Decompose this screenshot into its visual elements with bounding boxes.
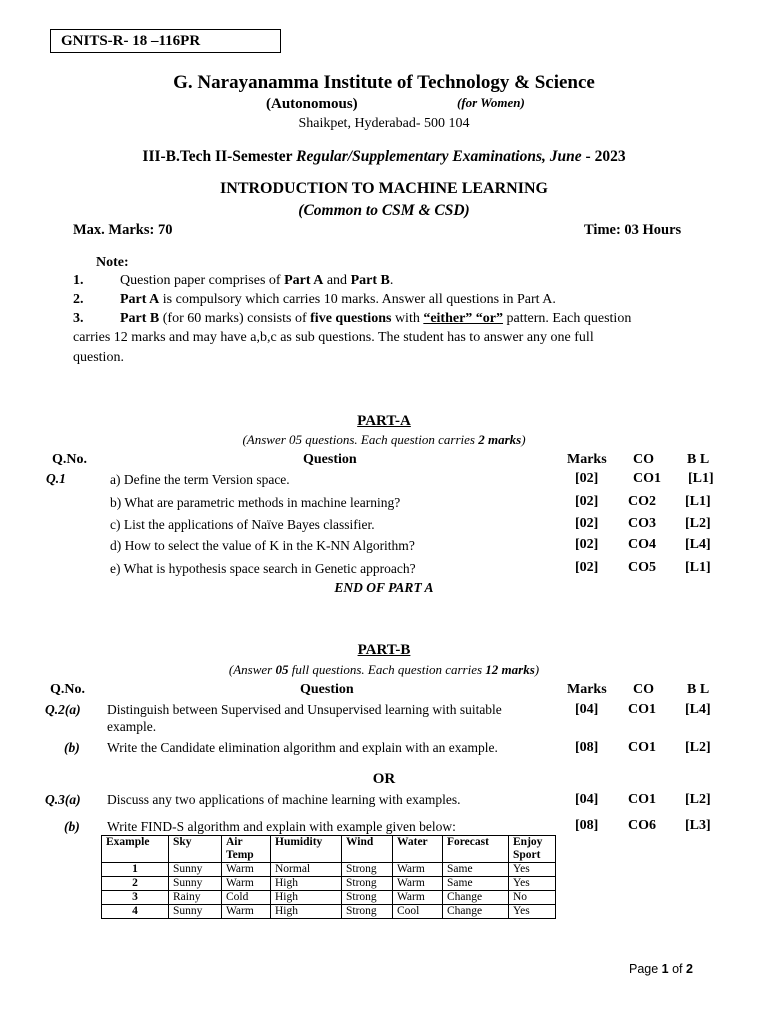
table-cell: Change bbox=[443, 905, 509, 919]
col-question-a: Question bbox=[303, 452, 357, 467]
table-cell: Same bbox=[443, 863, 509, 877]
question-2a-co: CO1 bbox=[628, 702, 656, 717]
for-women-label: (for Women) bbox=[457, 95, 525, 110]
autonomous-label: (Autonomous) bbox=[266, 96, 358, 112]
note-1-c: and bbox=[323, 273, 351, 288]
question-1d-co: CO4 bbox=[628, 537, 656, 552]
col-qno-a: Q.No. bbox=[52, 452, 87, 467]
table-cell: 3 bbox=[102, 891, 169, 905]
table-cell: High bbox=[271, 891, 342, 905]
part-b-sub-a: (Answer bbox=[228, 662, 276, 677]
page-number bbox=[629, 962, 693, 976]
table-cell: Rainy bbox=[169, 891, 222, 905]
question-2b-marks: [08] bbox=[575, 740, 599, 755]
table-cell: High bbox=[271, 877, 342, 891]
table-cell: Warm bbox=[393, 877, 443, 891]
question-2b-co: CO1 bbox=[628, 740, 656, 755]
note-1-number: 1. bbox=[73, 273, 84, 288]
header-forecast bbox=[443, 836, 509, 863]
question-3a-number: Q.3(a) bbox=[45, 792, 81, 807]
question-1e-bl: [L1] bbox=[685, 560, 711, 575]
question-number: Q.1 bbox=[46, 471, 66, 486]
exam-time: Time: 03 Hours bbox=[584, 222, 682, 238]
table-cell: Warm bbox=[393, 863, 443, 877]
note-3-part-b: Part B bbox=[120, 311, 160, 326]
question-2b-bl: [L2] bbox=[685, 740, 711, 755]
question-3b-marks: [08] bbox=[575, 818, 599, 833]
institute-address: Shaikpet, Hyderabad- 500 104 bbox=[298, 116, 470, 131]
question-3a-bl: [L2] bbox=[685, 792, 711, 807]
table-cell: 2 bbox=[102, 877, 169, 891]
header-sky-label: Sky bbox=[173, 836, 192, 848]
table-cell: Cool bbox=[393, 905, 443, 919]
col-bl-b: B L bbox=[687, 682, 710, 697]
note-3-number: 3. bbox=[73, 311, 84, 326]
col-marks-a: Marks bbox=[567, 452, 607, 467]
part-b-sub-c: full questions. Each question carries bbox=[288, 662, 486, 677]
note-2-text bbox=[120, 292, 556, 308]
current-page: 1 bbox=[661, 962, 669, 976]
table-cell: Sunny bbox=[169, 877, 222, 891]
header-wind bbox=[342, 836, 393, 863]
table-cell: Sunny bbox=[169, 905, 222, 919]
question-1d-text: d) How to select the value of K in the K-NN Algorithm? bbox=[110, 538, 415, 553]
part-a-sub-a: (Answer 05 questions. Each question carries bbox=[242, 432, 479, 447]
table-cell: Strong bbox=[342, 877, 393, 891]
table-row bbox=[102, 905, 556, 919]
question-3a-text: Discuss any two applications of machine learning with examples. bbox=[107, 792, 461, 807]
header-water-label: Water bbox=[397, 836, 428, 848]
question-1b-co: CO2 bbox=[628, 494, 656, 509]
table-cell: Strong bbox=[342, 905, 393, 919]
note-1-part-a: Part A bbox=[284, 273, 324, 288]
note-3-d: with bbox=[391, 311, 424, 326]
table-cell: Yes bbox=[509, 863, 556, 877]
question-1e-marks: [02] bbox=[575, 560, 599, 575]
note-3-b: (for 60 marks) consists of bbox=[159, 311, 311, 326]
note-1-part-b: Part B bbox=[350, 273, 390, 288]
col-co-a: CO bbox=[633, 452, 654, 467]
table-cell: Strong bbox=[342, 863, 393, 877]
note-3-f: pattern. Each question bbox=[503, 311, 632, 326]
table-cell: No bbox=[509, 891, 556, 905]
table-cell: Change bbox=[443, 891, 509, 905]
question-2a-marks: [04] bbox=[575, 702, 599, 717]
table-cell: Yes bbox=[509, 905, 556, 919]
exam-title bbox=[0, 148, 768, 166]
table-cell: Same bbox=[443, 877, 509, 891]
note-2-part-a: Part A bbox=[120, 292, 160, 307]
table-cell: Yes bbox=[509, 877, 556, 891]
header-humidity bbox=[271, 836, 342, 863]
note-2-number: 2. bbox=[73, 292, 84, 307]
total-pages: 2 bbox=[686, 962, 693, 976]
question-1c-co: CO3 bbox=[628, 516, 656, 531]
header-example-label: Example bbox=[106, 836, 150, 848]
table-cell: 4 bbox=[102, 905, 169, 919]
header-sky bbox=[169, 836, 222, 863]
header-water bbox=[393, 836, 443, 863]
question-1e-text: e) What is hypothesis space search in Genetic approach? bbox=[110, 561, 416, 576]
col-bl-a: B L bbox=[687, 452, 710, 467]
question-1d-bl: [L4] bbox=[685, 537, 711, 552]
part-b-instructions bbox=[0, 662, 768, 678]
question-2a-number: Q.2(a) bbox=[45, 702, 81, 717]
table-row bbox=[102, 891, 556, 905]
table-cell: 1 bbox=[102, 863, 169, 877]
question-3b-bl: [L3] bbox=[685, 818, 711, 833]
question-2a-bl: [L4] bbox=[685, 702, 711, 717]
question-3b-co: CO6 bbox=[628, 818, 656, 833]
subject-title: INTRODUCTION TO MACHINE LEARNING bbox=[220, 180, 548, 197]
exam-prefix: III-B.Tech II-Semester bbox=[142, 148, 293, 165]
note-3-line-3: question. bbox=[73, 350, 124, 365]
table-row bbox=[102, 863, 556, 877]
part-b-heading: PART-B bbox=[357, 642, 411, 658]
col-co-b: CO bbox=[633, 682, 654, 697]
question-1c-text: c) List the applications of Naïve Bayes classifier. bbox=[110, 517, 375, 532]
question-3b-number: (b) bbox=[64, 819, 80, 834]
paper-code: GNITS-R- 18 –116PR bbox=[50, 29, 281, 53]
question-3a-marks: [04] bbox=[575, 792, 599, 807]
part-a-instructions bbox=[0, 432, 768, 448]
end-of-part-a: END OF PART A bbox=[334, 580, 434, 595]
question-1a-co: CO1 bbox=[633, 471, 661, 486]
question-1d-marks: [02] bbox=[575, 537, 599, 552]
table-cell: Cold bbox=[222, 891, 271, 905]
note-2-b: is compulsory which carries 10 marks. Answer all questions in Part A. bbox=[159, 292, 556, 307]
header-wind-label: Wind bbox=[346, 836, 374, 848]
part-b-sub-e: ) bbox=[534, 662, 540, 677]
note-3-five-questions: five questions bbox=[310, 311, 392, 326]
header-enjoy-label: Enjoy bbox=[513, 836, 543, 848]
table-cell: Normal bbox=[271, 863, 342, 877]
question-1a-bl: [L1] bbox=[688, 471, 714, 486]
col-question-b: Question bbox=[300, 682, 354, 697]
question-1b-text: b) What are parametric methods in machine learning? bbox=[110, 495, 401, 510]
table-cell: Warm bbox=[393, 891, 443, 905]
note-1-a: Question paper comprises of bbox=[120, 273, 285, 288]
part-b-sub-d: 12 marks bbox=[485, 662, 535, 677]
col-marks-b: Marks bbox=[567, 682, 607, 697]
question-1a-marks: [02] bbox=[575, 471, 599, 486]
table-cell: Warm bbox=[222, 877, 271, 891]
col-qno-b: Q.No. bbox=[50, 682, 85, 697]
header-humidity-label: Humidity bbox=[275, 836, 323, 848]
question-1b-bl: [L1] bbox=[685, 494, 711, 509]
note-1-e: . bbox=[389, 273, 394, 288]
table-cell: Sunny bbox=[169, 863, 222, 877]
header-air-temp bbox=[222, 836, 271, 863]
question-1a-text: a) Define the term Version space. bbox=[110, 472, 290, 487]
table-row bbox=[102, 877, 556, 891]
note-3-either-or: “either” “or” bbox=[423, 311, 504, 326]
table-cell: Warm bbox=[222, 905, 271, 919]
question-2b-number: (b) bbox=[64, 740, 80, 755]
question-3a-co: CO1 bbox=[628, 792, 656, 807]
header-sport-label: Sport bbox=[513, 849, 541, 861]
institute-name: G. Narayanamma Institute of Technology & Science bbox=[173, 72, 595, 93]
note-1-text bbox=[120, 273, 393, 289]
common-to-label: (Common to CSM & CSD) bbox=[298, 202, 470, 219]
part-a-sub-b: 2 marks bbox=[478, 432, 522, 447]
header-air-label: Air bbox=[226, 836, 243, 848]
note-heading: Note: bbox=[96, 255, 129, 270]
question-1e-co: CO5 bbox=[628, 560, 656, 575]
training-examples-table bbox=[101, 835, 556, 919]
question-1c-bl: [L2] bbox=[685, 516, 711, 531]
exam-year: - 2023 bbox=[585, 148, 626, 165]
question-2b-text: Write the Candidate elimination algorithm and explain with an example. bbox=[107, 740, 498, 755]
table-cell: High bbox=[271, 905, 342, 919]
note-3-text bbox=[120, 311, 631, 327]
table-cell: Warm bbox=[222, 863, 271, 877]
or-separator: OR bbox=[372, 771, 396, 787]
part-a-heading: PART-A bbox=[357, 413, 411, 429]
part-a-sub-c: ) bbox=[521, 432, 526, 447]
max-marks: Max. Marks: 70 bbox=[73, 222, 173, 238]
question-2a-text-line-1: Distinguish between Supervised and Unsupervised learning with suitable bbox=[107, 702, 502, 717]
header-enjoy-sport bbox=[509, 836, 556, 863]
question-3b-text: Write FIND-S algorithm and explain with example given below: bbox=[107, 819, 456, 834]
page-of: of bbox=[668, 962, 686, 976]
header-temp-label: Temp bbox=[226, 849, 254, 861]
question-1c-marks: [02] bbox=[575, 516, 599, 531]
part-b-sub-b: 05 bbox=[275, 662, 289, 677]
note-3-line-2: carries 12 marks and may have a,b,c as sub questions. The student has to answer any one full bbox=[73, 330, 594, 345]
question-1b-marks: [02] bbox=[575, 494, 599, 509]
exam-type: Regular/Supplementary Examinations, June bbox=[296, 148, 582, 165]
header-forecast-label: Forecast bbox=[447, 836, 489, 848]
page-word: Page bbox=[629, 962, 662, 976]
question-2a-text-line-2: example. bbox=[107, 719, 157, 734]
header-example bbox=[102, 836, 169, 863]
table-cell: Strong bbox=[342, 891, 393, 905]
table-header-row bbox=[102, 836, 556, 863]
